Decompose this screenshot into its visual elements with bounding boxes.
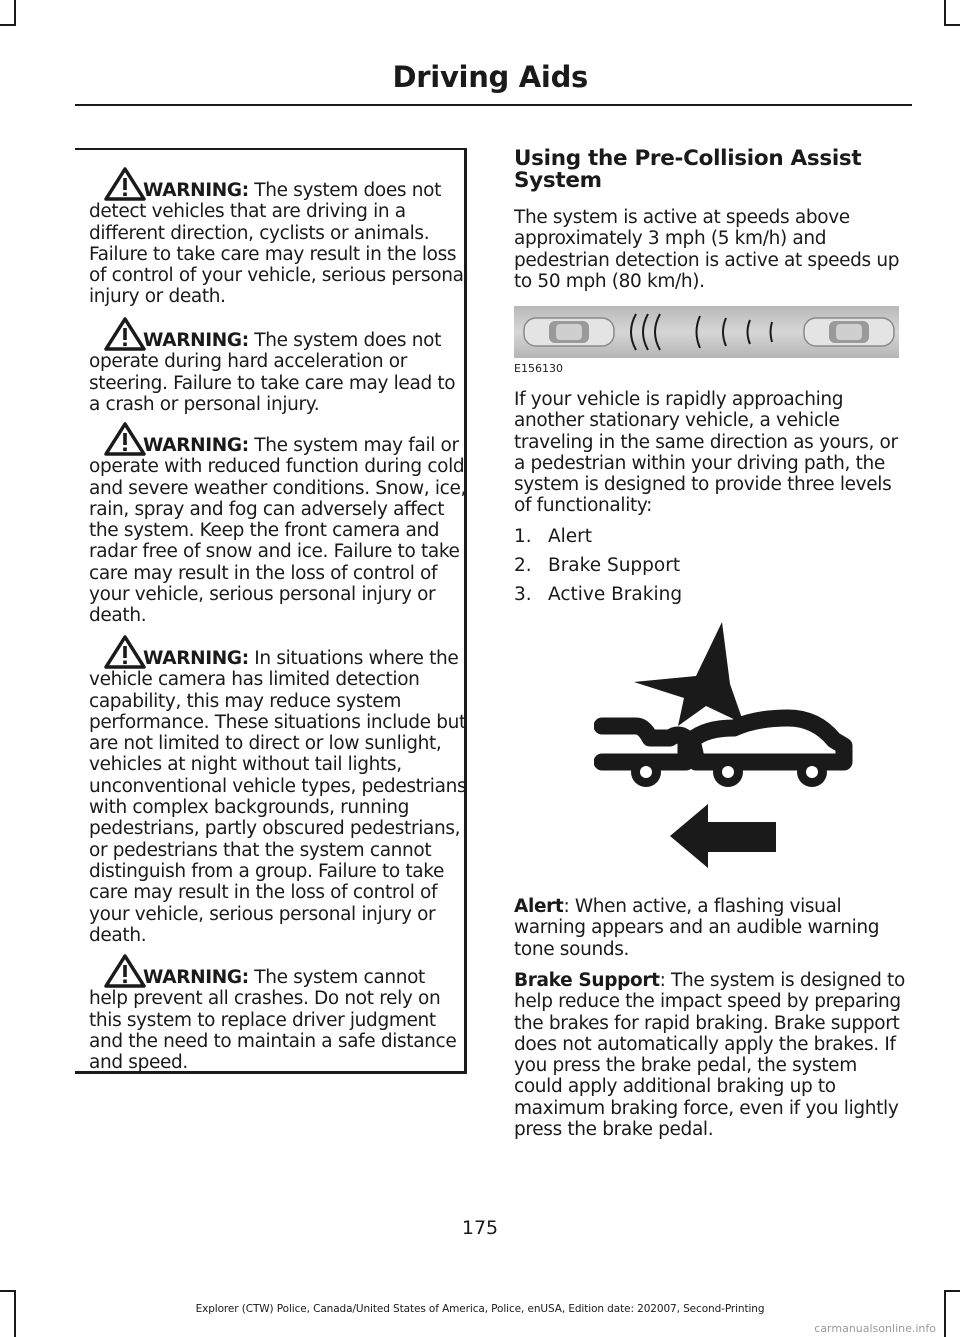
warning-2 [89, 330, 469, 415]
warning-label: WARNING: [143, 967, 249, 988]
warning-text: The system may fail or operate with reduced function during cold and severe weather conditions. Snow, ice, rain, spray and fog can adversely affect the system. Keep the front camera and radar free of snow and ice. Failure to take care may result in the loss of control of your vehicle, serious personal injury or death. [89, 435, 467, 627]
crop-mark [944, 0, 946, 26]
intro-paragraph: The system is active at speeds above approximately 3 mph (5 km/h) and pedestrian detection is active at speeds up to 50 mph (80 km/h). [514, 207, 900, 292]
alert-text: : When active, a flashing visual warning appears and an audible warning tone sounds. [514, 896, 880, 960]
list-item [514, 555, 680, 576]
list-number: 1. [514, 526, 532, 547]
functionality-paragraph: If your vehicle is rapidly approaching another stationary vehicle, a vehicle traveling in the same direction as yours, or a pedestrian within your driving path, the system is designed to provide three levels of functionality: [514, 389, 898, 517]
pre-collision-warning-icon [594, 622, 854, 868]
warning-3 [89, 435, 469, 627]
car-outline-icon [602, 718, 844, 762]
warning-4 [89, 648, 469, 946]
rear-car-icon [524, 318, 614, 346]
warning-triangle-icon [103, 421, 147, 457]
warning-triangle-icon [103, 316, 147, 352]
list-number: 2. [514, 555, 532, 576]
brake-support-paragraph [514, 970, 909, 1140]
arrow-left-icon [670, 804, 776, 868]
warning-label: WARNING: [143, 648, 249, 669]
list-item [514, 526, 592, 547]
crop-mark [944, 24, 960, 26]
page-header-title: Driving Aids [392, 60, 588, 94]
radar-illustration [514, 306, 899, 358]
crop-mark [0, 24, 16, 26]
warning-1 [89, 180, 469, 308]
header-rule [75, 104, 912, 106]
list-text: Alert [548, 526, 593, 547]
warning-box [75, 148, 467, 1074]
warning-label: WARNING: [143, 435, 249, 456]
figure-code: E156130 [514, 362, 563, 375]
warning-text: In situations where the vehicle camera has limited detection capability, this may reduce system performance. These situations include but are not limited to direct or low sunlight, vehicles at night without tail lights, unconventional vehicle types, pedestrians with complex backgrounds, running pedestrians, partly obscured pedestrians, or pedestrians that the system cannot distinguish from a group. Failure to take care may result in the loss of control of your vehicle, serious personal injury or death. [89, 648, 467, 946]
alert-term: Alert [514, 896, 564, 917]
crop-mark [0, 1290, 16, 1292]
collision-star-icon [634, 622, 744, 726]
list-number: 3. [514, 584, 532, 605]
list-item [514, 584, 682, 605]
list-text: Active Braking [548, 584, 683, 605]
warning-text: The system does not detect vehicles that are driving in a different direction, cyclists or animals. Failure to take care may result in the loss of control of your vehicle, serious personal injury or death. [89, 180, 469, 308]
warning-triangle-icon [103, 634, 147, 670]
warning-label: WARNING: [143, 180, 249, 201]
list-text: Brake Support [548, 555, 681, 576]
warning-text: The system cannot help prevent all crashes. Do not rely on this system to replace driver judgment and the need to maintain a safe distance and speed. [89, 967, 457, 1074]
page-number: 175 [461, 1217, 499, 1239]
front-car-icon [804, 318, 894, 346]
warning-triangle-icon [103, 953, 147, 989]
edition-footer: Explorer (CTW) Police, Canada/United States of America, Police, enUSA, Edition date: 202007, Second-Printing [195, 1303, 765, 1315]
warning-label: WARNING: [143, 330, 249, 351]
brake-support-text: : The system is designed to help reduce the impact speed by preparing the brakes for rapid braking. Brake support does not automatically apply the brakes. If you press the brake pedal, the system could apply additional braking up to maximum braking force, even if you lightly press the brake pedal. [514, 970, 905, 1141]
warning-text: The system does not operate during hard acceleration or steering. Failure to take care may lead to a crash or personal injury. [89, 330, 456, 415]
crop-mark [14, 0, 16, 26]
crop-mark [944, 1290, 960, 1292]
warning-triangle-icon [103, 166, 147, 202]
alert-paragraph [514, 896, 909, 960]
watermark: carmanualsonline.info [814, 1322, 936, 1335]
brake-support-term: Brake Support [514, 970, 660, 991]
section-title: Using the Pre-Collision Assist System [514, 146, 862, 193]
warning-5 [89, 967, 469, 1073]
